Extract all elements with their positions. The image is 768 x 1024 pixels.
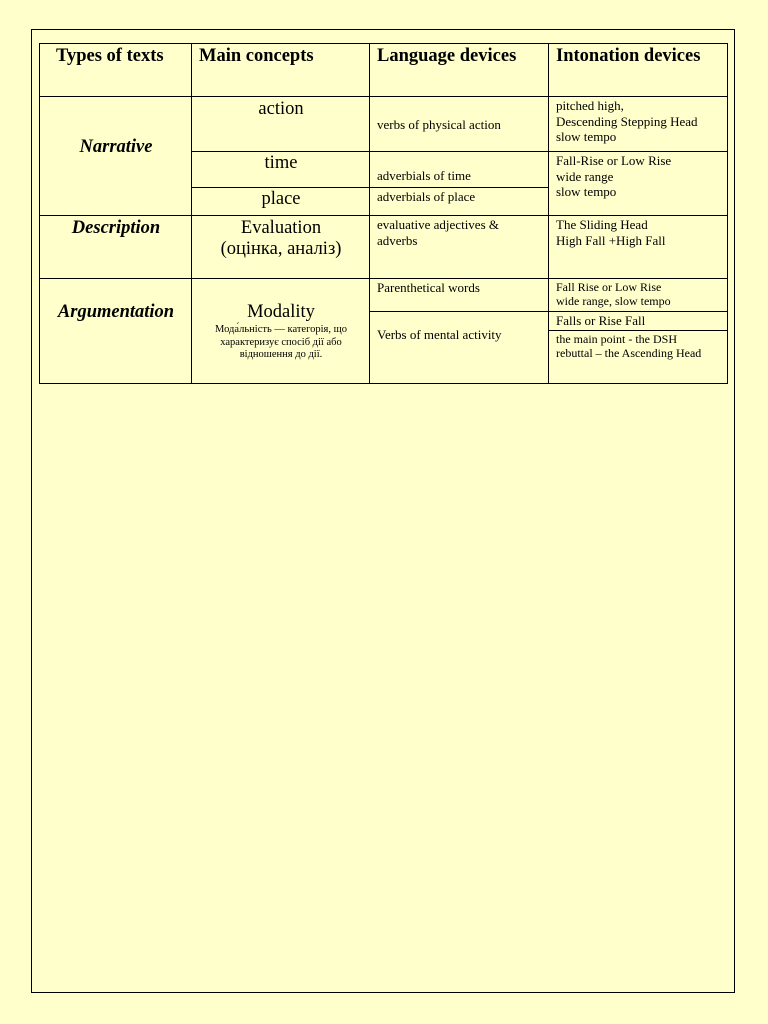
intonation-narrative-action: pitched high, Descending Stepping Head slow tempo [548,96,728,152]
type-narrative [39,96,192,216]
concept-modality-note: Мода́льність — категорія, що характеризує спосіб дії або відношення до дії. [215,324,347,361]
intonation-fall-rise-low-rise: Fall Rise or Low Rise wide range, slow tempo [548,278,728,312]
concept-place: place [191,187,370,216]
language-adverbials-time: adverbials of time [369,151,549,188]
language-parenthetical-words: Parenthetical words [369,278,549,312]
header-types-of-texts: Types of texts [39,43,192,97]
concept-time: time [191,151,370,188]
type-narrative-label: Narrative [79,137,153,157]
concept-evaluation-main: Evaluation [240,218,322,238]
language-verbs-mental-activity: Verbs of mental activity [369,311,549,384]
language-verbs-physical-action [369,96,549,152]
concept-modality-main: Modality [247,302,315,322]
header-language-devices: Language devices [369,43,549,97]
table-right-border [727,43,728,384]
header-intonation-devices: Intonation devices [548,43,728,97]
intonation-main-point-dsh: the main point - the DSH rebuttal – the Ascending Head [548,330,728,384]
concept-evaluation-sub: (оцінка, аналіз) [220,239,342,260]
type-argumentation [39,278,192,384]
intonation-narrative-time-place: Fall-Rise or Low Rise wide range slow tempo [548,151,728,216]
language-evaluative-adjectives: evaluative adjectives & adverbs [369,215,549,279]
concept-modality [191,278,370,384]
language-verbs-physical-action-text: verbs of physical action [377,116,501,132]
type-argumentation-label: Argumentation [57,302,175,322]
language-adverbials-place: adverbials of place [369,187,549,216]
table-bottom-border [39,383,728,384]
intonation-sliding-head: The Sliding Head High Fall +High Fall [548,215,728,279]
concept-action: action [191,96,370,152]
concept-evaluation [191,215,370,279]
type-description: Description [39,215,192,279]
intonation-falls-or-rise-fall: Falls or Rise Fall [548,311,728,331]
header-main-concepts: Main concepts [191,43,370,97]
